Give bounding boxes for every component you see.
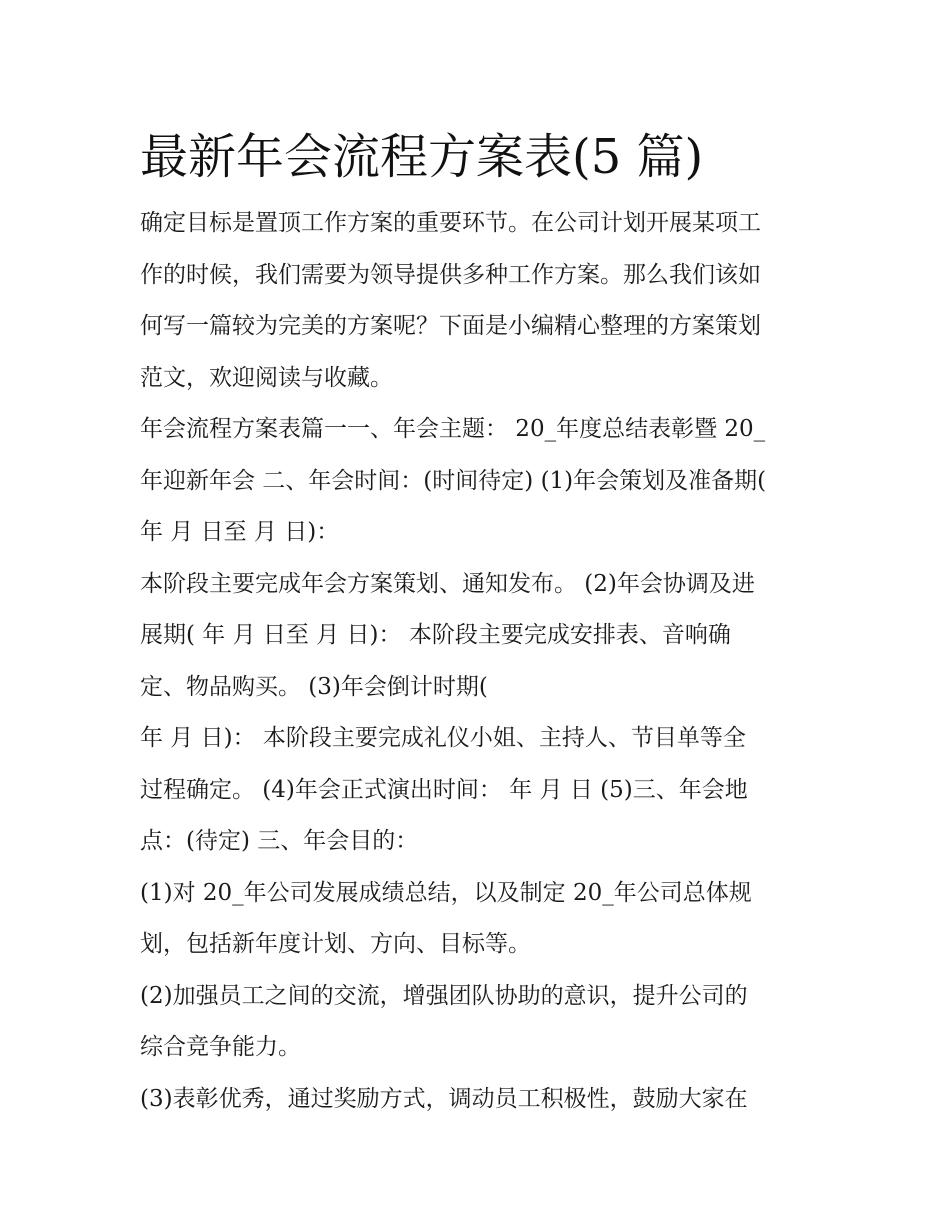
body-line: 本阶段主要完成年会方案策划、通知发布。 (2)年会协调及进 <box>140 570 755 597</box>
body-line: 划，包括新年度计划、方向、目标等。 <box>140 931 531 957</box>
body-line: 确定目标是置顶工作方案的重要环节。在公司计划开展某项工 <box>140 210 761 236</box>
body-line: 过程确定。 (4)年会正式演出时间： 年 月 日 (5)三、年会地 <box>140 776 748 803</box>
body-line: (1)对 20_年公司发展成绩总结，以及制定 20_年公司总体规 <box>140 879 752 906</box>
body-line: 范文，欢迎阅读与收藏。 <box>140 364 393 391</box>
body-line: 年会流程方案表篇一一、年会主题： 20_年度总结表彰暨 20_ <box>140 416 766 442</box>
body-line: (2)加强员工之间的交流，增强团队协助的意识，提升公司的 <box>140 982 748 1009</box>
body-line: 年 月 日)： 本阶段主要完成礼仪小姐、主持人、节目单等全 <box>140 725 746 751</box>
body-line: 展期( 年 月 日至 月 日)： 本阶段主要完成安排表、音响确 <box>140 622 731 648</box>
body-line: 何写一篇较为完美的方案呢？下面是小编精心整理的方案策划 <box>140 313 761 339</box>
body-line: 点：(待定) 三、年会目的： <box>140 828 419 854</box>
body-line: 定、物品购买。 (3)年会倒计时期( <box>140 673 488 700</box>
body-line: 年迎新年会 二、年会时间：(时间待定) (1)年会策划及准备期( <box>140 467 767 494</box>
body-line: 作的时候，我们需要为领导提供多种工作方案。那么我们该如 <box>140 261 761 288</box>
document-body <box>140 202 820 1129</box>
body-line: (3)表彰优秀，通过奖励方式，调动员工积极性，鼓励大家在 <box>140 1085 748 1112</box>
body-line: 年 月 日至 月 日)： <box>140 519 340 545</box>
document-title: 最新年会流程方案表(5 篇) <box>140 129 704 185</box>
body-line: 综合竞争能力。 <box>140 1034 301 1060</box>
